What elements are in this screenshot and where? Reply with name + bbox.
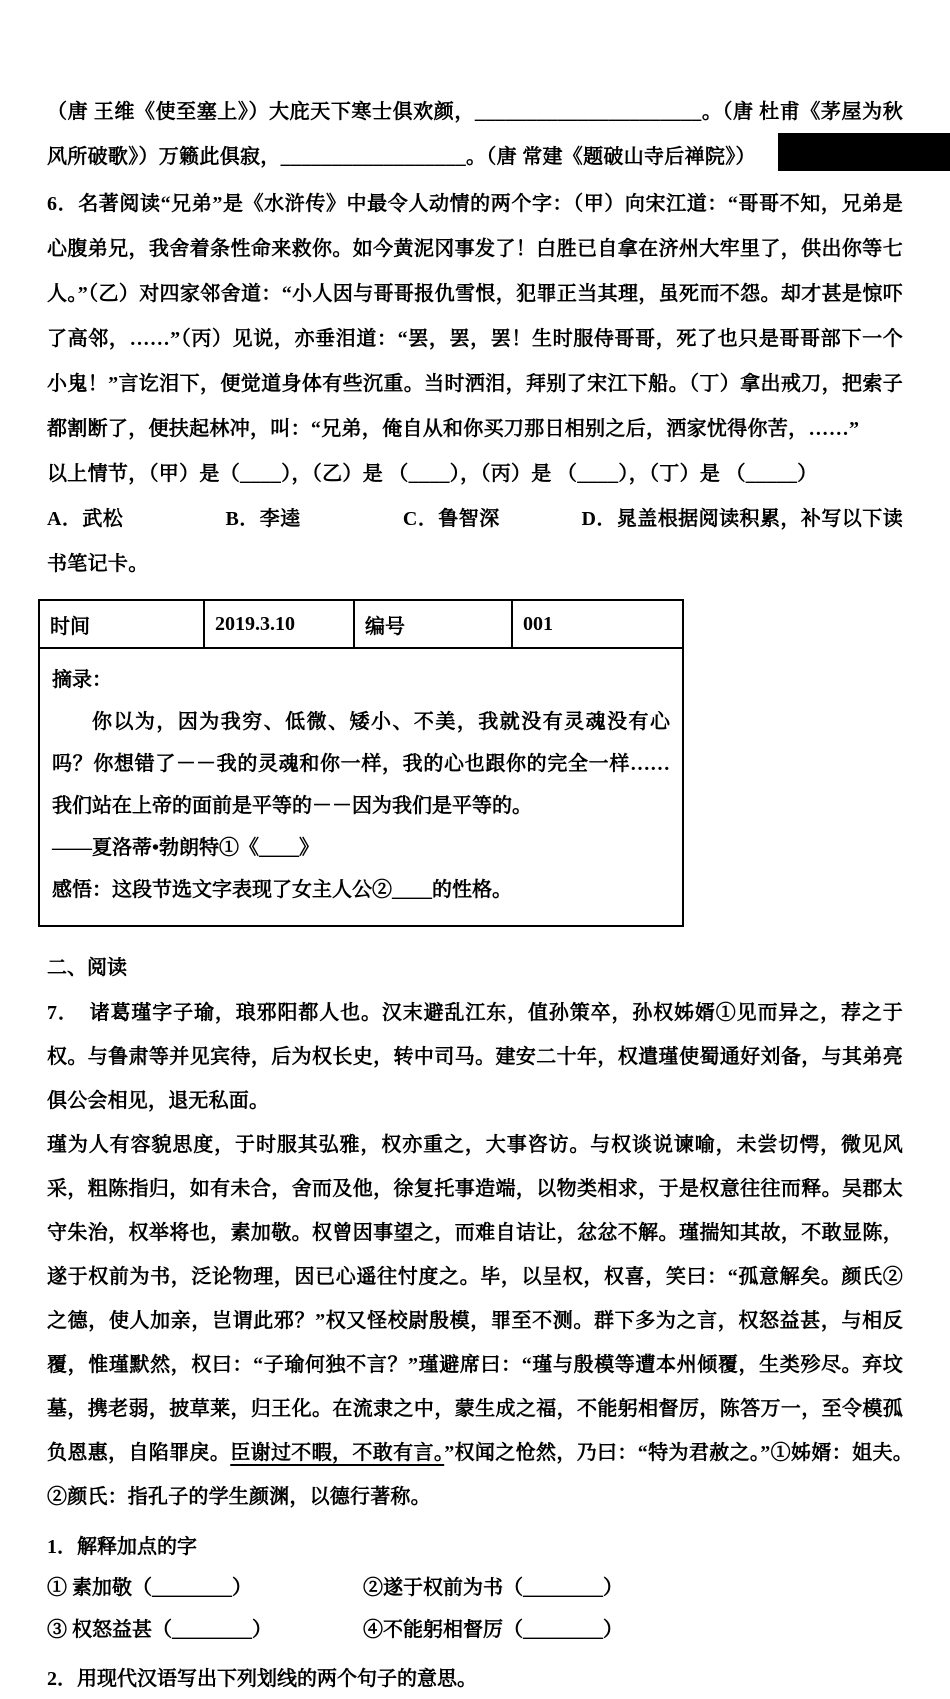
question6-body: 6．名著阅读“兄弟”是《水浒传》中最令人动情的两个字：（甲）向宋江道：“哥哥不知，兄弟是心腹弟兄，我舍着条性命来救你。如今黄泥冈事发了！白胜已自拿在济州大牢里了，供出你等七人。”（乙）对四家邻舍道：“小人因与哥哥报仇雪恨，犯罪正当其理，虽死而不怨。却才甚是惊吓了高邻，……”（丙）见说，亦垂泪道：“罢，罢，罢！生时服侍哥哥，死了也只是哥哥部下一个小鬼！”言讫泪下，便觉道身体有些沉重。当时洒泪，拜别了宋江下船。（丁）拿出戒刀，把索子都割断了，便扶起林冲，叫：“兄弟，俺自从和你买刀那日相别之后，洒家忧得你苦，……” [47,193,903,440]
sub1-item-1: ① 素加敬（________） [47,1577,252,1599]
question7-body-part1: 瑾为人有容貌思度，于时服其弘雅，权亦重之，大事咨访。与权谈说谏喻，未尝切愕，微见风采，粗陈指归，如有未合，舍而及他，徐复托事造端，以物类相求，于是权意往往而释。吴郡太守朱治，权举将也，素加敬。权曾因事望之，而难自诘让，忿忿不解。瑾揣知其故，不敢显陈，遂于权前为书，泛论物理，因已心遥往忖度之。毕，以呈权，权喜，笑曰：“孤意解矣。颜氏②之德，使人加亲，岂谓此邪？”权又怪校尉殷模，罪至不测。群下多为之言，权怒益甚，与相反覆，惟瑾默然，权曰：“子瑜何独不言？”瑾避席曰：“瑾与殷模等遭本州倾覆，生类殄尽。弃坟墓，携老弱，披草莱，归王化。在流隶之中，蒙生成之福，不能躬相督厉，陈答万一，至令模孤负恩惠，自陷罪戾。 [47,1134,903,1464]
notecard-number-label: 编号 [354,600,512,648]
sub1-item-3: ③ 权怒益甚（________） [47,1619,272,1641]
notecard-excerpt-label: 摘录： [52,669,112,691]
question7-body-paragraph [47,1123,924,1519]
dictation-paragraph: （唐 王维《使至塞上》）大庇天下寒士俱欢颜，______________________。（唐 杜甫《茅屋为秋风所破歌》）万籁此俱寂，__________________。（唐 常建《题破山寺后禅院》） [47,101,903,168]
notecard-attribution: ——夏洛蒂•勃朗特①《____》 [52,837,320,859]
sub1-item-2: ②遂于权前为书（________） [363,1577,623,1599]
question7-sub2-title: 2．用现代汉语写出下列划线的两个句子的意思。 [47,1668,477,1690]
question6-answer-line: 以上情节，（甲）是（____），（乙）是 （____），（丙）是 （____），（丁）是 （_____） [47,463,818,485]
question7-intro-paragraph: 7． 诸葛瑾字子瑜，琅邪阳都人也。汉末避乱江东，值孙策卒，孙权姊婿①见而异之，荐之于权。与鲁肃等并见宾待，后为权长史，转中司马。建安二十年，权遣瑾使蜀通好刘备，与其弟亮俱公会相见，退无私面。 [47,1002,903,1112]
sub1-item-4: ④不能躬相督厉（________） [363,1619,623,1641]
section2-title: 二、阅读 [47,957,127,979]
notecard-body-cell [39,648,683,926]
reading-notecard-table [38,599,684,927]
redaction-bar [778,133,950,171]
notecard-insight: 感悟：这段节选文字表现了女主人公②____的性格。 [52,879,512,901]
question7-sub1-title: 1．解释加点的字 [47,1536,197,1558]
notecard-excerpt-text: 你以为，因为我穷、低微、矮小、不美，我就没有灵魂没有心吗？你想错了－－我的灵魂和你一样，我的心也跟你的完全一样……我们站在上帝的面前是平等的－－因为我们是平等的。 [52,711,670,817]
notecard-time-value: 2019.3.10 [204,600,354,648]
question7-sub1-items [47,1567,903,1651]
question7-underlined-sentence: 臣谢过不暇，不敢有言。 [230,1442,445,1464]
notecard-time-label: 时间 [39,600,204,648]
notecard-number-value: 001 [512,600,683,648]
notecard-header-row [39,600,683,648]
question6-options-line: A．武松 B．李逵 C．鲁智深 D．晁盖根据阅读积累，补写以下读书笔记卡。 [47,508,903,575]
question7-body-part3: ”权闻之怆然，乃曰：“特为君赦之。”①姊婿：姐夫。 ②颜氏：指孔子的学生颜渊，以德行著称。 [47,1442,924,1508]
notecard-body-row [39,648,683,926]
